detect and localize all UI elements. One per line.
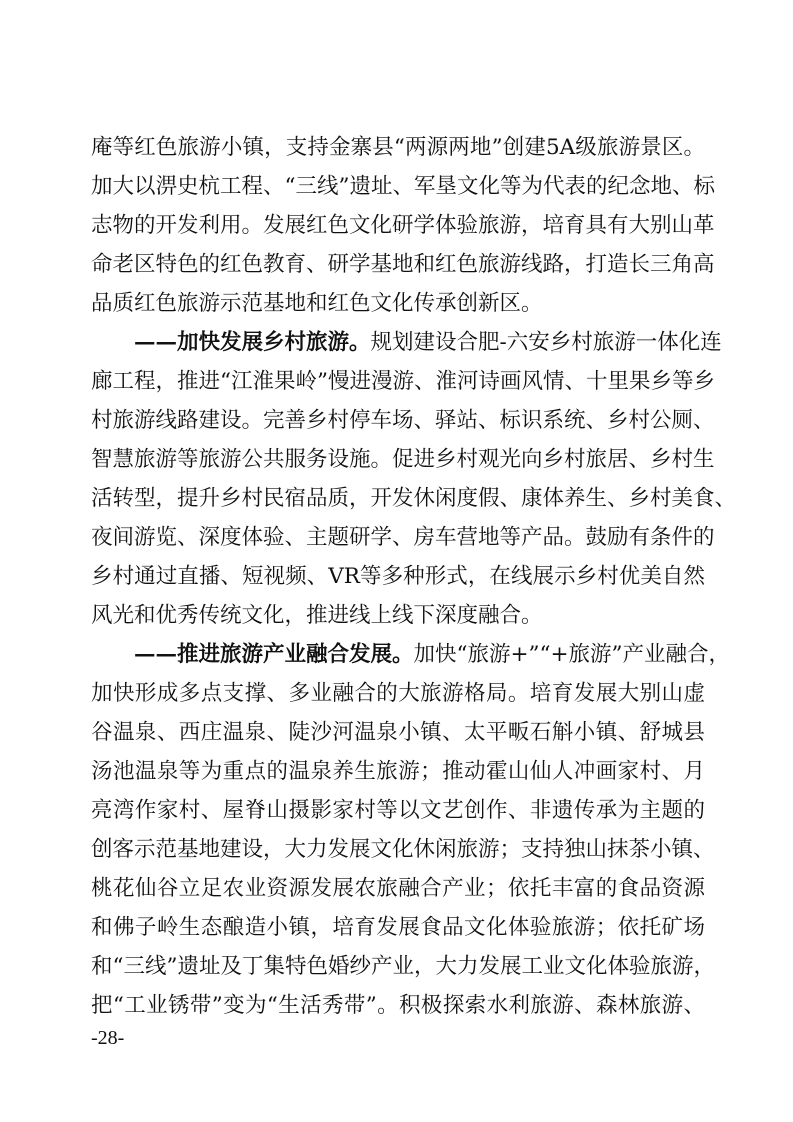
text-line: 谷温泉、西庄温泉、陡沙河温泉小镇、太平畈石斛小镇、舒城县 [91, 720, 705, 745]
text-line: 和“三线”遗址及丁集特色婚纱产业，大力发展工业文化体验旅游， [91, 954, 715, 979]
text-line: 品质红色旅游示范基地和红色文化传承创新区。 [91, 291, 543, 316]
text-line: 把“工业锈带”变为“生活秀带”。积极探索水利旅游、森林旅游、 [91, 993, 705, 1018]
text-line: 活转型，提升乡村民宿品质，开发休闲度假、康体养生、乡村美食、 [91, 486, 737, 511]
text-line: 庵等红色旅游小镇，支持金寨县“两源两地”创建5A级旅游景区。 [91, 135, 705, 160]
text-run: 加快“旅游+”“+旅游”产业融合， [413, 642, 731, 667]
text-line: 智慧旅游等旅游公共服务设施。促进乡村观光向乡村旅居、乡村生 [91, 447, 715, 472]
text-line: 桃花仙谷立足农业资源发展农旅融合产业；依托丰富的食品资源 [91, 876, 705, 901]
text-line: 亮湾作家村、屋脊山摄影家村等以文艺创作、非遗传承为主题的 [91, 798, 705, 823]
text-line: 乡村通过直播、短视频、VR等多种形式，在线展示乡村优美自然 [91, 564, 705, 589]
section-heading-tourism-integration: ——推进旅游产业融合发展。 [134, 642, 414, 667]
text-line: 创客示范基地建设，大力发展文化休闲旅游；支持独山抹茶小镇、 [91, 837, 715, 862]
text-line: 加快形成多点支撑、多业融合的大旅游格局。培育发展大别山虚 [91, 681, 705, 706]
section-heading-line [91, 635, 731, 674]
text-line: 风光和优秀传统文化，推进线上线下深度融合。 [91, 603, 543, 628]
text-line: 加大以淠史杭工程、“三线”遗址、军垦文化等为代表的纪念地、标 [91, 174, 715, 199]
text-line: 夜间游览、深度体验、主题研学、房车营地等产品。鼓励有条件的 [91, 525, 715, 550]
body-text [91, 128, 737, 1025]
section-heading-line [91, 323, 722, 362]
section-heading-rural-tourism: ——加快发展乡村旅游。 [134, 330, 371, 355]
page-number: -28- [91, 1027, 125, 1049]
text-line: 村旅游线路建设。完善乡村停车场、驿站、标识系统、乡村公厕、 [91, 408, 715, 433]
text-line: 和佛子岭生态酿造小镇，培育发展食品文化体验旅游；依托矿场 [91, 915, 705, 940]
text-line: 志物的开发利用。发展红色文化研学体验旅游，培育具有大别山革 [91, 213, 715, 238]
text-run: 规划建设合肥-六安乡村旅游一体化连 [370, 330, 722, 355]
text-line: 廊工程，推进“江淮果岭”慢进漫游、淮河诗画风情、十里果乡等乡 [91, 369, 715, 394]
text-line: 汤池温泉等为重点的温泉养生旅游；推动霍山仙人冲画家村、月 [91, 759, 705, 784]
text-line: 命老区特色的红色教育、研学基地和红色旅游线路，打造长三角高 [91, 252, 715, 277]
